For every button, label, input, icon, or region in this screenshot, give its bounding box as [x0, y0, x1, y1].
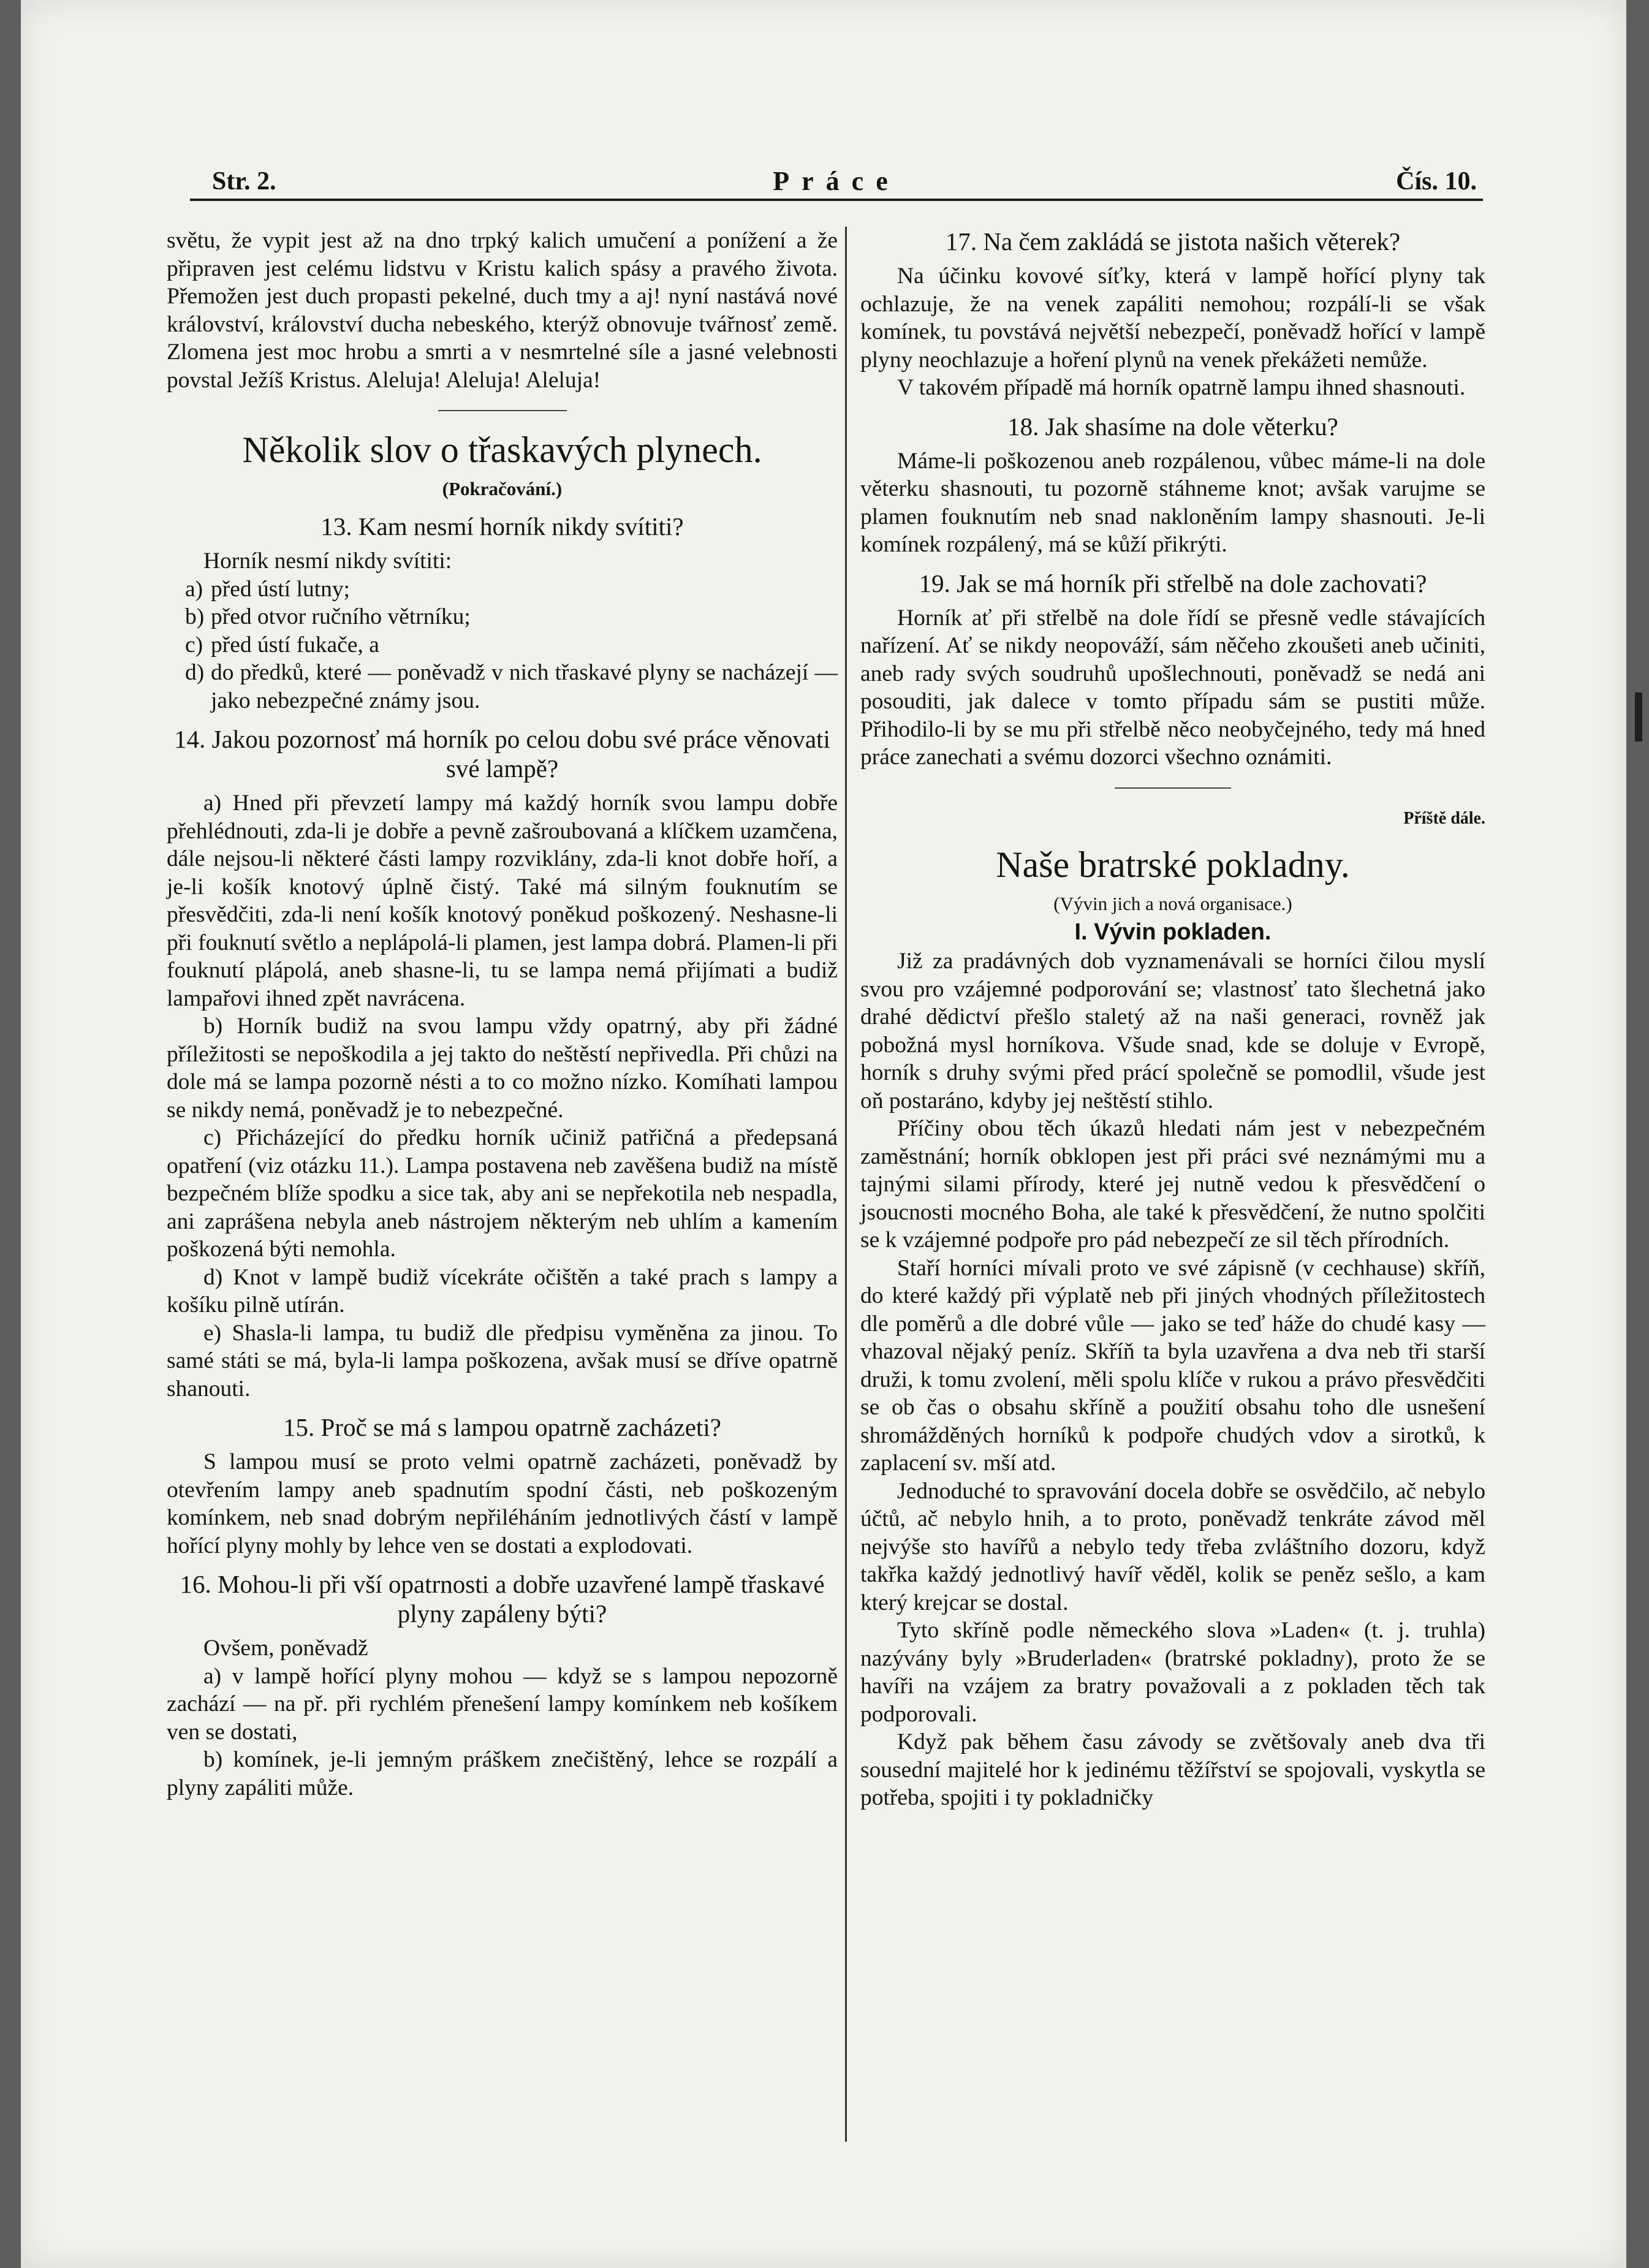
newspaper-page	[21, 0, 1626, 2268]
article-2-title: Naše bratrské pokladny.	[996, 844, 1350, 885]
article-2-paragraph: Staří horníci mívali proto ve své zápisně (v cechhause) skříň, do které každý při výplatě neb při jiných vhodných příležitostech dle poměrů a dle dobré vůle — jako se teď háže do chudé kasy — vhazoval nějaký peníz. Skříň ta byla uzavřena a dva neb tři starší druži, k tomu zvolení, měli spolu klíče v rukou a právo přesvědčiti se ob čas o obsahu skříně a použití obsahu toho dle usnešení shromážděných horníků k podpoře chudých vdov a sirotků, k zaplacení sv. mší atd.	[860, 1255, 1485, 1476]
question-16-title: 16. Mohou-li při vší opatrnosti a dobře uzavřené lampě třaskavé plyny zapáleny býti?	[180, 1570, 825, 1628]
section-title: I. Vývin pokladen.	[1074, 919, 1272, 945]
article-2-paragraph: Když pak během času závody se zvětšovaly aneb dva tři sousední majitelé hor k jedinému těžířství se spojovali, vyskytla se potřeba, spojiti i ty pokladničky	[860, 1729, 1485, 1810]
question-16-paragraph: b) komínek, je-li jemným práškem znečištěný, lehce se rozpálí a plyny zapáliti může.	[167, 1747, 838, 1800]
question-14-paragraph: e) Shasla-li lampa, tu budiž dle předpisu vyměněna za jinou. To samé státi se má, byla-li lampa poškozena, avšak musí se dříve opatrně shanouti.	[167, 1320, 838, 1401]
issue-number: Čís. 10.	[1396, 167, 1477, 195]
question-15-paragraph: S lampou musí se proto velmi opatrně zacházeti, poněvadž by otevřením lampy aneb spadnutím spodní části, neb poškozeným komínkem, neb snad dobrým nepřiléháním jednotlivých částí v lampě hořící plyny mohly by lehce ven se dostati a explodovati.	[167, 1449, 838, 1558]
article-2-paragraph: Příčiny obou těch úkazů hledati nám jest v nebezpečném zaměstnání; horník obklopen jest při práci své neznámými mu a tajnými silami přírody, které jej nutně vedou k přesvědčení o jsoucnosti mocného Boha, ale také k přesvědčení, že nutno spolčiti se k vzájemné podpoře pro pád nebezpečí ze sil těch přírodních.	[860, 1116, 1485, 1253]
question-14-paragraph: d) Knot v lampě budiž vícekráte očištěn a také prach s lampy a košíku pilně utírán.	[167, 1264, 838, 1318]
question-19-paragraph: Horník ať při střelbě na dole řídí se přesně vedle stávajících nařízení. Ať se nikdy neopováží, sám něčeho zkoušeti aneb učiniti, aneb rady svých soudruhů upošlechnouti, poněvadž se nedá ani posouditi, jak dalece v tomto případu sám se pustiti může. Přihodilo-li by se mu při střelbě něco neobyčejného, tedy má hned práce zanechati a svému dozorci všechno oznámiti.	[860, 605, 1485, 770]
intro-paragraph: světu, že vypit jest až na dno trpký kalich umučení a ponížení a že připraven jest celému lidstvu v Kristu kalich spásy a pravého života. Přemožen jest duch propasti pekelné, duch tmy a aj! nyní nastává nové království, království ducha nebeského, kterýž obnovuje tvářnosť země. Zlomena jest moc hrobu a smrti a v nesmrtelné síle a jasné velebnosti povstal Ježíš Kristus. Aleluja! Aleluja! Aleluja!	[167, 228, 838, 393]
article-2-paragraph: Jednoduché to spravování docela dobře se osvědčilo, ač nebylo účtů, ač nebylo hnih, a to proto, poněvadž tenkráte závod měl nejvýše sto havířů a nebylo tedy třeba zvláštního dozoru, když takřka každý jednotlivý havíř věděl, kolik se peněz sešlo, a kam který krejcar se dostal.	[860, 1478, 1485, 1615]
question-14-title: 14. Jakou pozornosť má horník po celou dobu své práce věnovati své lampě?	[174, 725, 830, 783]
question-18-title: 18. Jak shasíme na dole věterku?	[1007, 412, 1338, 441]
article-note: (Pokračování.)	[442, 478, 563, 499]
column-divider	[845, 227, 847, 2142]
right-column	[860, 227, 1485, 1812]
article-2-paragraph: Tyto skříně podle německého slova »Laden« (t. j. truhla) nazývány byly »Bruderladen« (bratrské pokladny), proto že se havíři na vzájem za bratry považovali a z pokladen těch tak podporovali.	[860, 1618, 1485, 1727]
question-15-title: 15. Proč se má s lampou opatrně zacházeti?	[283, 1413, 721, 1441]
page-header	[190, 161, 1483, 199]
question-17-paragraph: V takovém případě má horník opatrně lampu ihned shasnouti.	[897, 375, 1466, 400]
question-17-title: 17. Na čem zakládá se jistota našich věterek?	[945, 227, 1401, 256]
list-item: c) před ústí fukače, a	[185, 632, 379, 658]
question-13-intro: Horník nesmí nikdy svítiti:	[203, 548, 452, 574]
question-13-title: 13. Kam nesmí horník nikdy svítiti?	[320, 512, 684, 540]
question-14-paragraph: a) Hned při převzetí lampy má každý horník svou lampu dobře přehlédnouti, zda-li je dobře a pevně zašroubovaná a klíčkem uzamčena, dále nejsou-li některé části lampy rozviklány, zda-li knot dobře hoří, a je-li košík knotový úplně čistý. Také má silným fouknutím se přesvědčiti, zda-li není košík knotový poněkud poškozený. Neshasne-li při fouknutí světlo a neplápolá-li plamen, jest lampa dobrá. Plamen-li při fouknutí plápolá, aneb shasne-li, tu se lampa nemá přijímati a budiž lampařovi ihned zpět navrácena.	[167, 791, 838, 1011]
question-14-paragraph: b) Horník budiž na svou lampu vždy opatrný, aby při žádné příležitosti se nepoškodila a jej takto do neštěstí nepřivedla. Při chůzi na dole má se lampa pozorně nésti a to co možno nízko. Komíhati lampou se nikdy nemá, poněvadž je to nebezpečné.	[167, 1014, 838, 1123]
binding-mark	[1635, 692, 1642, 741]
header-rule	[190, 199, 1483, 201]
question-18-paragraph: Máme-li poškozenou aneb rozpálenou, vůbec máme-li na dole věterku shasnouti, tu pozorně stáhneme knot; avšak varujme se plamen fouknutím neb snad nakloněním lampy shasnouti. Je-li komínek rozpálený, má se kůží přikrýti.	[860, 448, 1485, 557]
list-item: b) před otvor ručního větrníku;	[185, 604, 471, 629]
newspaper-title: Práce	[773, 166, 900, 196]
separator-rule	[1115, 787, 1231, 789]
separator-rule	[438, 410, 567, 411]
list-item: d) do předků, které — poněvadž v nich třaskavé plyny se nacházejí — jako nebezpečné známy jsou.	[185, 660, 838, 713]
article-2-paragraph: Již za pradávných dob vyznamenávali se horníci čilou myslí svou pro vzájemné podporování se; vlastnosť tato šlechetná jako drahé dědictví přešlo staletý až na naši generaci, rovněž jak pobožná mysl horníkova. Všude snad, kde se doluje v Evropě, horník s druhy svými před prácí společně se pomodlil, všude jest oň postaráno, kdyby jej neštěstí stihlo.	[860, 949, 1485, 1113]
article-2-subtitle: (Vývin jich a nová organisace.)	[1053, 893, 1292, 914]
question-17-paragraph: Na účinku kovové síťky, která v lampě hořící plyny tak ochlazuje, že na venek zapáliti nemohou; rozpálí-li se však komínek, tu povstává největší nebezpečí, poněvadž hořící v lampě plyny neochlazuje a hoření plynů na venek překážeti nemůže.	[860, 264, 1485, 373]
question-16-intro: Ovšem, poněvadž	[203, 1636, 368, 1661]
left-column	[167, 227, 838, 1802]
list-item: a) před ústí lutny;	[185, 576, 351, 602]
page-number: Str. 2.	[212, 167, 276, 195]
article-title: Několik slov o třaskavých plynech.	[242, 430, 762, 470]
continuation-note: Příště dále.	[1403, 808, 1485, 828]
question-19-title: 19. Jak se má horník při střelbě na dole zachovati?	[919, 569, 1427, 597]
question-13-list	[167, 575, 838, 715]
question-16-paragraph: a) v lampě hořící plyny mohou — když se s lampou nepozorně zachází — na př. při rychlém přenešení lampy komínkem neb košíkem ven se dostati,	[167, 1663, 838, 1745]
question-14-paragraph: c) Přicházející do předku horník učiniž patřičná a předepsaná opatření (viz otázku 11.). Lampa postavena neb zavěšena budiž na místě bezpečném blíže spodku a sice tak, aby ani se nepřekotila neb nespadla, ani zaprášena nebyla aneb nástrojem některým neb uhlím a kamením poškozená býti nemohla.	[167, 1125, 838, 1262]
